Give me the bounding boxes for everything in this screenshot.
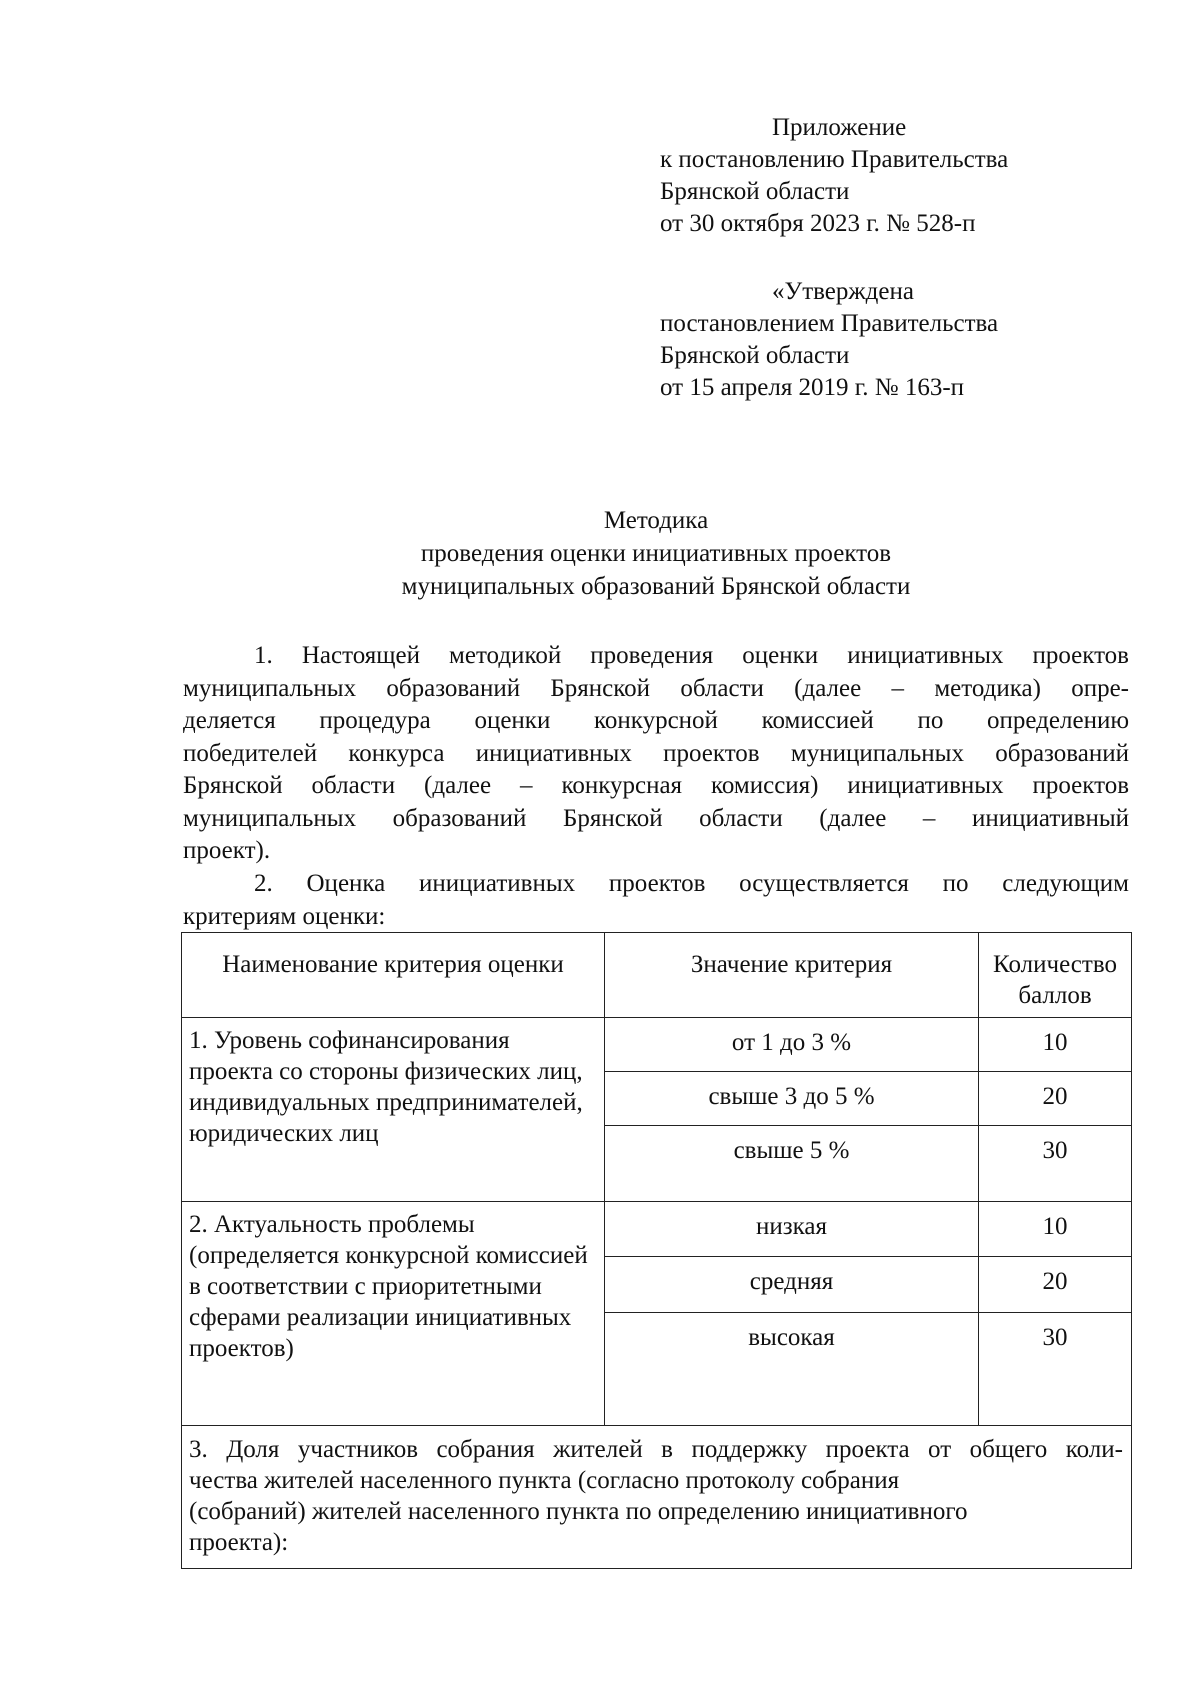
appendix-block [660, 112, 1008, 240]
header-points-line: Количество [993, 951, 1117, 978]
criterion-2-name: 2. Актуальность проблемы (определяется конкурсной комиссией в соответствии с приоритетными сферами реализации инициативных проектов) [182, 1202, 605, 1426]
paragraph-1 [183, 640, 1129, 868]
table-row [182, 1426, 1132, 1569]
criterion-3-line: (собраний) жителей населенного пункта по определению инициативного [189, 1498, 968, 1525]
criterion-3-line: чества жителей населенного пункта (согласно протоколу собрания [189, 1467, 900, 1494]
approved-date-number: от 15 апреля 2019 г. № 163-п [660, 374, 965, 401]
paragraph-line: победителей конкурса инициативных проектов муниципальных образований [183, 739, 1129, 767]
criterion-1-name: 1. Уровень софинансирования проекта со стороны физических лиц, индивидуальных предпринимателей, юридических лиц [182, 1018, 605, 1202]
criterion-3-line: проекта): [189, 1529, 289, 1556]
approved-heading: «Утверждена [772, 278, 914, 305]
criterion-2-points: 30 [979, 1312, 1132, 1425]
header-points [979, 933, 1132, 1018]
table-row [182, 1202, 1132, 1257]
document-title [183, 504, 1129, 603]
paragraph-line: муниципальных образований Брянской области (далее – методика) опре- [183, 674, 1129, 702]
title-line: Методика [603, 507, 709, 534]
paragraph-line: Брянской области (далее – конкурсная комиссия) инициативных проектов [183, 772, 1129, 799]
criterion-1-points: 30 [979, 1126, 1132, 1202]
criterion-1-value: от 1 до 3 % [605, 1018, 979, 1072]
approved-line: Брянской области [660, 342, 850, 369]
table-header-row [182, 933, 1132, 1018]
appendix-line: Брянской области [660, 178, 850, 205]
approved-line: постановлением Правительства [660, 310, 999, 337]
approved-block [660, 276, 998, 404]
title-line: муниципальных образований Брянской области [401, 573, 911, 600]
criterion-2-points: 20 [979, 1257, 1132, 1312]
paragraph-line: муниципальных образований Брянской области (далее – инициативный [183, 804, 1129, 832]
criterion-1-value: свыше 5 % [605, 1126, 979, 1202]
paragraph-line: критериям оценки: [183, 902, 386, 930]
criterion-2-points: 10 [979, 1202, 1132, 1257]
header-points-line: баллов [1018, 982, 1092, 1009]
paragraph-line: деляется процедура оценки конкурсной комиссией по определению [183, 707, 1129, 734]
appendix-line: к постановлению Правительства [660, 146, 1009, 173]
paragraph-line: 2. Оценка инициативных проектов осуществляется по следующим [254, 870, 1129, 897]
criterion-2-value: низкая [605, 1202, 979, 1257]
title-line: проведения оценки инициативных проектов [420, 540, 892, 567]
criterion-3-name [182, 1426, 1132, 1569]
table-row [182, 1018, 1132, 1072]
criterion-3-line: 3. Доля участников собрания жителей в поддержку проекта от общего коли- [189, 1436, 1123, 1463]
appendix-heading: Приложение [772, 114, 907, 141]
criterion-1-points: 10 [979, 1018, 1132, 1072]
criterion-2-value: высокая [605, 1312, 979, 1425]
criterion-1-value: свыше 3 до 5 % [605, 1072, 979, 1126]
criterion-1-points: 20 [979, 1072, 1132, 1126]
header-criterion: Наименование критерия оценки [182, 933, 605, 1018]
paragraph-line: проект). [183, 837, 271, 864]
paragraph-2 [183, 868, 1129, 933]
header-value: Значение критерия [605, 933, 979, 1018]
appendix-date-number: от 30 октября 2023 г. № 528-п [660, 210, 976, 237]
paragraph-line: 1. Настоящей методикой проведения оценки инициативных проектов [254, 642, 1129, 669]
criteria-table [181, 932, 1132, 1569]
criterion-2-value: средняя [605, 1257, 979, 1312]
